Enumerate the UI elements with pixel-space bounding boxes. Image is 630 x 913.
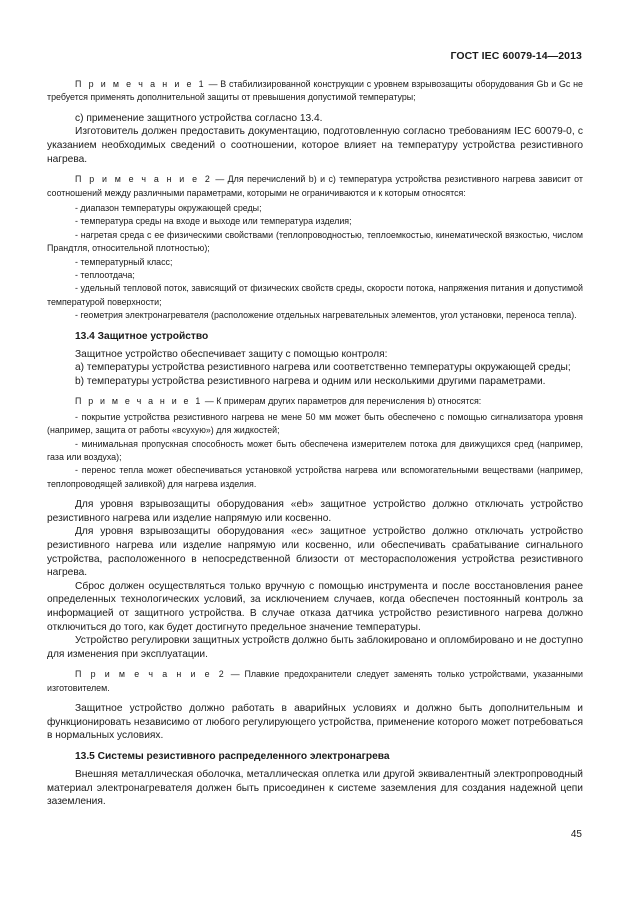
param-item: - нагретая среда с ее физическими свойствами (теплопроводностью, теплоемкостью, кинематической вязкостью, числом Прандтля, относительной плотностью); xyxy=(47,229,583,254)
param-item: - теплоотдача; xyxy=(75,270,135,281)
manufacturer-paragraph: Изготовитель должен предоставить документацию, подготовленную согласно требованиям IEC 60079-0, с указанием необходимых сведений о соотношении, которое влияет на температуру устройства резистивного нагрева. xyxy=(47,126,583,165)
protect-item-b: b) температуры устройства резистивного нагрева и одним или несколькими другими параметрами. xyxy=(75,375,546,387)
example-item: - перенос тепла может обеспечиваться установкой устройства нагрева или вспомогательными веществами (например, теплопроводящей заливкой) для нагрева изделия. xyxy=(47,465,583,489)
example-item: - покрытие устройства резистивного нагрева не мене 50 мм может быть обеспечено с помощью сигнализатора уровня (например, защита от работы «всухую») для жидкостей; xyxy=(47,411,583,436)
adjust-paragraph: Устройство регулировки защитных устройств должно быть заблокировано и опломбировано и не доступно для изменения при эксплуатации. xyxy=(47,635,583,660)
item-c: с) применение защитного устройства согласно 13.4. xyxy=(75,112,323,124)
note-4 xyxy=(47,668,583,695)
note-3 xyxy=(47,395,583,408)
param-item: - температура среды на входе и выходе или температура изделия; xyxy=(75,216,352,227)
page-number: 45 xyxy=(570,829,582,840)
section-heading-13-5: 13.5 Системы резистивного распределенного электронагрева xyxy=(75,751,390,762)
emergency-paragraph: Защитное устройство должно работать в аварийных условиях и должно быть дополнительным и функционировать независимо от любого регулирующего устройства, применение которого может потребоваться в нормальных условиях. xyxy=(47,703,583,742)
protect-item-a: а) температуры устройства резистивного нагрева или соответственно температуры окружающей среды; xyxy=(75,362,571,374)
note-4-text: — Плавкие предохранители следует заменять только устройствами, указанными изготовителем. xyxy=(47,669,583,693)
param-item: - геометрия электронагревателя (расположение отдельных нагревательных элементов, угол установки, переноса тепла). xyxy=(75,310,577,321)
reset-paragraph: Сброс должен осуществляться только вручную с помощью инструмента и после восстановления ранее определенных технологических условий, за исключением случаев, когда обеспечен постоянный контроль за информацией от защитного устройства. В случае отказа датчика устройство резистивного нагрева должно отключиться до того, как будет достигнуто предельное значение температуры. xyxy=(47,580,583,633)
param-item: - температурный класс; xyxy=(75,256,173,267)
page-content xyxy=(47,78,583,809)
note-3-lead: П р и м е ч а н и е 1 xyxy=(75,396,203,407)
standard-header: ГОСТ IEC 60079-14—2013 xyxy=(450,50,582,62)
note-4-lead: П р и м е ч а н и е 2 xyxy=(75,669,226,680)
protect-intro: Защитное устройство обеспечивает защиту с помощью контроля: xyxy=(75,348,388,360)
note-2-lead: П р и м е ч а н и е 2 xyxy=(75,174,212,185)
param-item: - удельный тепловой поток, зависящий от физических свойств среды, скорости потока, напряжения питания и допустимой температурой поверхности; xyxy=(47,283,583,307)
param-item: - диапазон температуры окружающей среды; xyxy=(75,203,262,213)
section-heading-13-4: 13.4 Защитное устройство xyxy=(75,330,209,342)
example-item: - минимальная пропускная способность может быть обеспечена измерителем потока для движущихся сред (например, газа или воздуха); xyxy=(47,438,583,463)
note-1-lead: П р и м е ч а н и е 1 xyxy=(75,79,206,89)
note-3-text: — К примерам других параметров для перечисления b) относятся: xyxy=(202,396,482,407)
note-1-text: — В стабилизированной конструкции с уровнем взрывозащиты оборудования Gb и Gc не требуется применять дополнительной защиты от превышения допустимой температуры; xyxy=(47,79,583,103)
note-2 xyxy=(47,173,583,200)
note-2-text: — Для перечислений b) и с) температура устройства резистивного нагрева зависит от соотношений между различными параметрами, которыми не ограничиваются и к которым относятся: xyxy=(47,174,583,198)
note-1 xyxy=(47,78,583,105)
ec-paragraph: Для уровня взрывозащиты оборудования «ec» защитное устройство должно отключать устройство резистивного нагрева или изделие напрямую или косвенно, или обеспечивать срабатывание сигнального устройства, расположенного в непосредственной близости от месторасположения устройства резистивного нагрева. xyxy=(47,526,583,579)
eb-paragraph: Для уровня взрывозащиты оборудования «eb» защитное устройство должно отключать устройство резистивного нагрева или изделие напрямую или косвенно. xyxy=(47,499,583,524)
sheath-paragraph: Внешняя металлическая оболочка, металлическая оплетка или другой эквивалентный электропроводный материал электронагревателя должен быть присоединен к системе заземления для создания надежной цепи заземления. xyxy=(47,769,583,808)
